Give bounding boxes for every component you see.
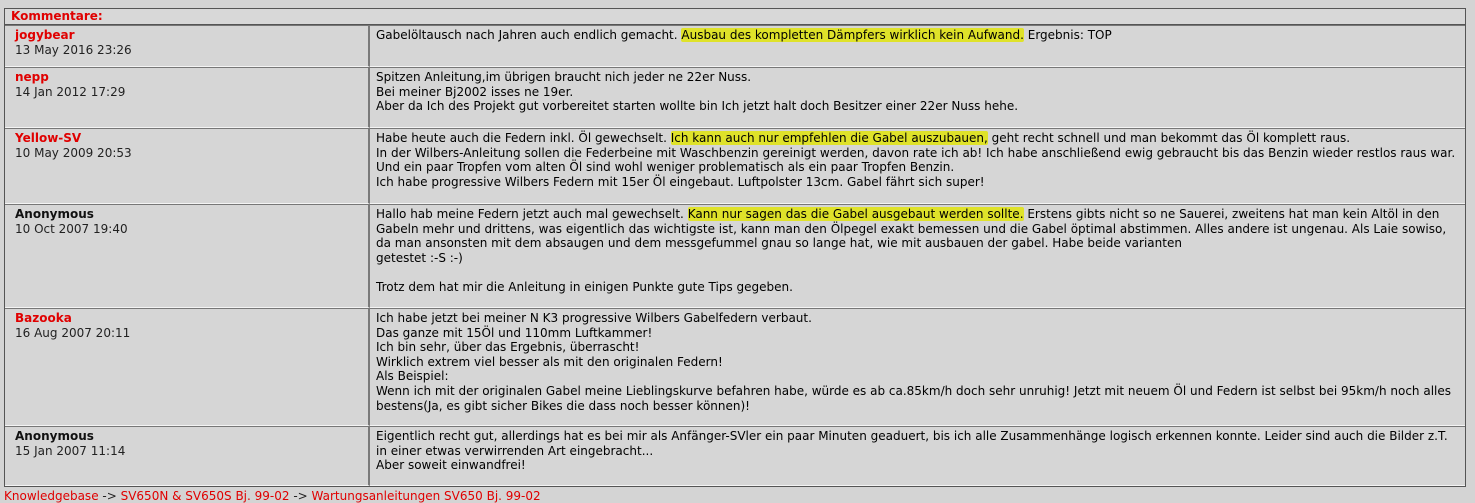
highlighted-text: Ausbau des kompletten Dämpfers wirklich kein Aufwand.	[681, 28, 1024, 42]
highlighted-text: Ich kann auch nur empfehlen die Gabel auszubauen,	[670, 131, 988, 145]
comment-text: Spitzen Anleitung,im übrigen braucht nich jeder ne 22er Nuss.	[376, 70, 752, 84]
comment-text: Ergebnis: TOP	[1023, 28, 1112, 42]
comments-panel	[4, 8, 1466, 487]
comment-text: getestet :-S :-)	[376, 250, 463, 265]
comment-date: 16 Aug 2007 20:11	[15, 325, 131, 340]
comment-date: 10 Oct 2007 19:40	[15, 221, 128, 236]
comment-text: geht recht schnell und man bekommt das Öl komplett raus.	[987, 131, 1351, 145]
comment-text: Ich habe jetzt bei meiner N K3 progressive Wilbers Gabelfedern verbaut.	[376, 311, 812, 325]
comment-line	[376, 70, 1459, 85]
comment-text-cell	[370, 308, 1465, 426]
comment-author-cell	[5, 426, 370, 486]
comment-line	[376, 99, 1459, 114]
comment-text: Bei meiner Bj2002 isses ne 19er.	[376, 84, 574, 99]
comment-author-name: Bazooka	[15, 311, 72, 325]
comment-text: Trotz dem hat mir die Anleitung in einigen Punkte gute Tips gegeben.	[376, 279, 793, 294]
comment-row	[5, 308, 1465, 426]
comment-line	[376, 251, 1459, 266]
breadcrumb-link-sv650-model[interactable]: SV650N & SV650S Bj. 99-02	[120, 489, 290, 503]
comment-author-name: jogybear	[15, 28, 75, 42]
comment-text: Hallo hab meine Federn jetzt auch mal gewechselt.	[376, 207, 688, 221]
comment-line	[376, 175, 1459, 190]
highlighted-text: Kann nur sagen das die Gabel ausgebaut werden sollte.	[687, 207, 1024, 221]
comment-blank-line	[376, 265, 1459, 280]
comment-text-cell	[370, 204, 1465, 308]
comment-author-cell	[5, 128, 370, 204]
comment-date: 15 Jan 2007 11:14	[15, 443, 126, 458]
comment-line	[376, 311, 1459, 326]
comment-text: Eigentlich recht gut, allerdings hat es bei mir als Anfänger-SVler ein paar Minuten geaduert, bis ich alle Zusammenhänge logisch erkennen konnte. Leider sind auch die Bilder z.T. in einer etwas verwirrenden Art eingebracht...	[376, 429, 1448, 458]
comment-author-cell	[5, 308, 370, 426]
comment-text: Erstens gibts nicht so ne Sauerei, zweitens hat man kein Altöl in den Gabeln mehr und drittens, was eigentlich das wichtigste ist, kann man den Ölpegel exakt bemessen und die Gabel öptimal abstimmen. Alles andere ist ungenau. Als Laie sowiso, da man ansonsten mit dem absaugen und dem messgefummel gnau so lange hat, wie mit ausbauen der gabel. Habe beide varianten	[376, 207, 1447, 251]
comment-line	[376, 131, 1459, 146]
breadcrumb-separator: ->	[289, 489, 312, 503]
comment-author-cell	[5, 204, 370, 308]
comment-text: Ich bin sehr, über das Ergebnis, überrascht!	[376, 340, 640, 355]
comments-table	[5, 25, 1465, 486]
comment-line	[376, 207, 1459, 251]
comment-row	[5, 204, 1465, 308]
comment-text: In der Wilbers-Anleitung sollen die Federbeine mit Waschbenzin gereinigt werden, davon rate ich ab! Ich habe anschließend ewig gebraucht bis das Benzin wieder restlos raus war. Und ein paar Tropfen vom alten Öl sind wohl weniger problematisch als ein paar Tropfen Benzin.	[376, 145, 1456, 175]
comment-line	[376, 340, 1459, 355]
comment-line	[376, 429, 1459, 458]
breadcrumb-link-maintenance[interactable]: Wartungsanleitungen SV650 Bj. 99-02	[311, 489, 541, 503]
comment-line	[376, 355, 1459, 370]
comment-text: Habe heute auch die Federn inkl. Öl gewechselt.	[376, 131, 671, 145]
comment-date: 10 May 2009 20:53	[15, 145, 132, 160]
comment-author-name: Anonymous	[15, 207, 94, 221]
comment-text: Ich habe progressive Wilbers Federn mit 15er Öl eingebaut. Luftpolster 13cm. Gabel fährt sich super!	[376, 174, 985, 189]
comment-text: Als Beispiel:	[376, 369, 449, 384]
comment-text-cell	[370, 426, 1465, 486]
comment-text-cell	[370, 67, 1465, 128]
comment-line	[376, 28, 1459, 43]
comment-author-cell	[5, 25, 370, 67]
comment-text: Aber soweit einwandfrei!	[376, 458, 526, 473]
comment-author-name: Yellow-SV	[15, 131, 82, 145]
comment-date: 13 May 2016 23:26	[15, 42, 132, 57]
comment-row	[5, 426, 1465, 486]
comment-text: Das ganze mit 15Öl und 110mm Luftkammer!	[376, 325, 653, 340]
comment-author-name: Anonymous	[15, 429, 94, 443]
comment-line	[376, 384, 1459, 413]
comment-row	[5, 128, 1465, 204]
comment-line	[376, 369, 1459, 384]
breadcrumb	[4, 489, 541, 503]
comment-text-cell	[370, 25, 1465, 67]
comment-text: Wenn ich mit der originalen Gabel meine Lieblingskurve befahren habe, würde es ab ca.85km/h doch sehr unruhig! Jetzt mit neuem Öl und Federn ist selbst bei 95km/h noch alles bestens(Ja, es gibt sicher Bikes die dass noch besser können)!	[376, 383, 1452, 413]
comments-header: Kommentare:	[5, 9, 1465, 25]
breadcrumb-link-knowledgebase[interactable]: Knowledgebase	[4, 489, 99, 503]
comment-text: Wirklich extrem viel besser als mit den originalen Federn!	[376, 354, 723, 369]
comment-row	[5, 25, 1465, 67]
comment-author-name: nepp	[15, 70, 49, 84]
comment-date: 14 Jan 2012 17:29	[15, 84, 126, 99]
comment-row	[5, 67, 1465, 128]
comment-text: Aber da Ich des Projekt gut vorbereitet starten wollte bin Ich jetzt halt doch Besitzer einer 22er Nuss hehe.	[376, 99, 1019, 114]
comment-text: Gabelöltausch nach Jahren auch endlich gemacht.	[376, 28, 682, 42]
comment-text-cell	[370, 128, 1465, 204]
comment-line	[376, 280, 1459, 295]
comment-line	[376, 85, 1459, 100]
comment-line	[376, 326, 1459, 341]
comment-author-cell	[5, 67, 370, 128]
breadcrumb-separator: ->	[98, 489, 121, 503]
comment-line	[376, 146, 1459, 175]
comment-line	[376, 458, 1459, 473]
